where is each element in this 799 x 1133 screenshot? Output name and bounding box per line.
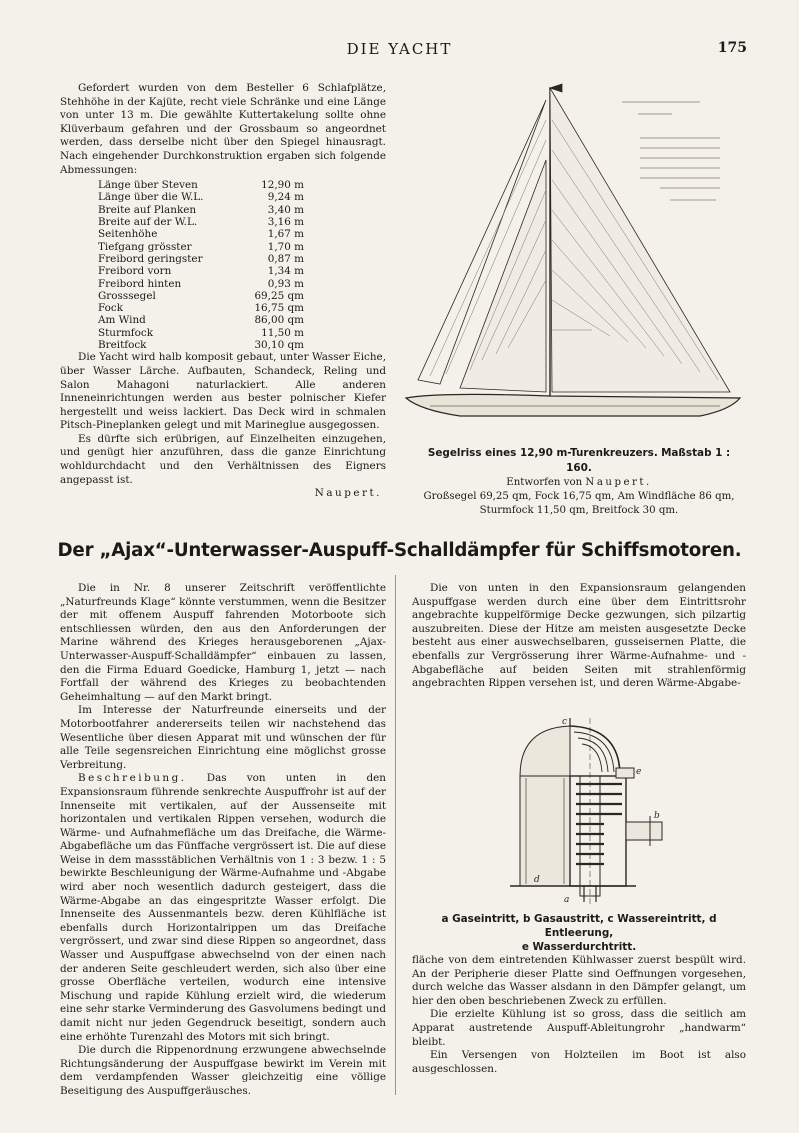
dimension-label: Länge über die W.L. — [98, 191, 204, 204]
dimension-label: Grosssegel — [98, 289, 156, 302]
diagram-label-b: b — [654, 811, 660, 821]
dimension-label: Freibord geringster — [98, 252, 203, 265]
dimension-label: Fock — [98, 302, 124, 315]
dimension-value: 0,87 m — [267, 252, 304, 265]
article1-signature: Naupert. — [314, 487, 382, 500]
dimension-value: 11,50 m — [261, 326, 304, 339]
sail-plan-caption-designer-prefix: Entworfen von — [506, 477, 583, 488]
article2-right-column-bottom — [412, 954, 746, 1076]
sail-plan-caption-areas-2: Sturmfock 11,50 qm, Breitfock 30 qm. — [479, 505, 679, 516]
dimension-row — [98, 314, 348, 326]
dimension-row — [98, 278, 348, 290]
article2-left-column — [60, 582, 386, 1099]
dimension-label: Länge über Steven — [98, 179, 198, 192]
sail-plan-caption-scale: Maßstab 1 : 160. — [566, 447, 731, 474]
article1-column — [60, 82, 386, 501]
dimension-label: Sturmfock — [98, 326, 154, 339]
article2-paragraph-1: Die in Nr. 8 unserer Zeitschrift veröffentlichte „Naturfreunds Klage“ könnte verstummen, wenn die Besitzer der mit offenem Auspuff fahrenden Motorboote sich entschliessen würden, den aus den Anforderungen der Marine während des Krieges herausgeborenen „Ajax-Unterwasser-Auspuff-Schalldämpfer“ einbauen zu lassen, den die Firma Eduard Goedicke, Hamburg 1, jetzt — nach Fortfall der während des Krieges zu beobachtenden Geheimhaltung — auf den Markt bringt. — [60, 582, 386, 703]
diagram-label-a: a — [564, 895, 570, 905]
dimension-label: Seitenhöhe — [98, 228, 158, 241]
diagram-label-c: c — [562, 717, 568, 727]
dimension-row — [98, 179, 348, 191]
sail-plan-caption-areas: Großsegel 69,25 qm, Fock 16,75 qm, Am Windfläche 86 qm, — [423, 491, 735, 502]
dimension-label: Breite auf der W.L. — [98, 216, 198, 229]
dimension-row — [98, 204, 348, 216]
article2-paragraph-8: Ein Versengen von Holzteilen im Boot ist also ausgeschlossen. — [412, 1049, 746, 1075]
dimension-row — [98, 302, 348, 314]
dimension-row — [98, 265, 348, 277]
dimension-row — [98, 191, 348, 203]
article2-paragraph-4: Die durch die Rippenordnung erzwungene abwechselnde Richtungsänderung der Auspuffgase bewirkt im Verein mit dem verdampfenden Wasser gleichzeitig eine völlige Beseitigung des Auspuffgeräusches. — [60, 1044, 386, 1097]
article2-paragraph-5: Die von unten in den Expansionsraum gelangenden Auspuffgase werden durch eine über dem Eintrittsrohr angebrachte kuppelförmige Decke gezwungen, sich pilzartig auszubreiten. Diese der Hitze am meisten ausgesetzte Decke besteht aus einer auswechselbaren, gusseisernen Platte, die ebenfalls zur Vergrösserung ihrer Wärme-Aufnahme- und -Abgabefläche auf beiden Seiten mit strahlenförmig angebrachten Rippen versehen ist, und deren Wärme-Abgabe- — [412, 582, 746, 690]
dimension-row — [98, 216, 348, 228]
dimension-value: 1,34 m — [267, 265, 304, 278]
diagram-label-d: d — [534, 875, 540, 885]
page-number: 175 — [717, 40, 747, 56]
dimension-row — [98, 228, 348, 240]
diagram-label-e: e — [636, 767, 642, 777]
article2-paragraph-2: Im Interesse der Naturfreunde einerseits und der Motorbootfahrer andererseits teilen wir nachstehend das Wesentliche über diesen Apparat mit und wünschen der für alle Teile segensreichen Einrichtung eine möglichst grosse Verbreitung. — [60, 704, 386, 771]
dimension-value: 30,10 qm — [254, 339, 304, 352]
dimension-row — [98, 339, 348, 351]
dimension-label: Breite auf Planken — [98, 203, 197, 216]
article2-paragraph-7: Die erzielte Kühlung ist so gross, dass die seitlich am Apparat austretende Auspuff-Ableitungrohr „handwarm“ bleibt. — [412, 1008, 746, 1048]
muffler-caption — [412, 912, 746, 954]
muffler-caption-line-1: a Gaseintritt, b Gasaustritt, c Wassereintritt, d Entleerung, — [441, 913, 717, 939]
article1-paragraph-3: Es dürfte sich erübrigen, auf Einzelheiten einzugehen, und genügt hier anzuführen, dass die ganze Einrichtung wohldurchdacht und den Verhältnissen des Eigners angepasst ist. — [60, 432, 386, 486]
dimension-value: 16,75 qm — [254, 302, 304, 315]
article1-intro: Gefordert wurden von dem Besteller 6 Schlafplätze, Stehhöhe in der Kajüte, recht viele Schränke und eine Länge von unter 13 m. Die gewählte Kuttertakelung sollte ohne Klüverbaum gefahren und der Grossbaum so angeordnet werden, dass derselbe nicht über den Spiegel hinausragt. Nach eingehender Durchkonstruktion ergaben sich folgende Abmessungen: — [60, 82, 386, 176]
running-header-title: DIE YACHT — [346, 40, 453, 58]
article2-headline: Der „Ajax“-Unterwasser-Auspuff-Schalldämpfer für Schiffsmotoren. — [57, 540, 742, 561]
article2-section-heading: Beschreibung. — [78, 772, 187, 785]
dimension-row — [98, 327, 348, 339]
dimension-row — [98, 290, 348, 302]
dimension-value: 69,25 qm — [254, 289, 304, 302]
dimension-value: 1,67 m — [267, 228, 304, 241]
sail-plan-caption-title: Segelriss eines 12,90 m-Turenkreuzers. — [427, 447, 658, 459]
dimension-value: 9,24 m — [267, 191, 304, 204]
article2-paragraph-3: Das von unten in den Expansionsraum führende senkrechte Auspuffrohr ist auf der Innenseite mit vertikalen, auf der Aussenseite mit horizontalen und vertikalen Rippen versehen, wodurch die Wärme- und Aufnahmefläche um das Dreifache, die Wärme-Abgabefläche um das Fünffache vergrössert ist. Die auf diese Weise in dem massstäblichen Verhältnis von 1 : 3 bezw. 1 : 5 bewirkte Beschleunigung der Wärme-Aufnahme und -Abgabe wird aber noch wesentlich dadurch gesteigert, dass die Wärme-Abgabe an das eingespritzte Wasser erfolgt. Die Innenseite des Aussenmantels bezw. deren Kühlfläche ist ebenfalls durch Horizontalrippen um das Dreifache vergrössert, und zwar sind diese Rippen so angeordnet, dass Wasser und Auspuffgase abwechselnd von der einen nach der anderen Seite geschleudert werden, sich also über eine grosse Oberfläche verteilen, wodurch eine intensive Mischung und rapide Kühlung erzielt wird, die wiederum eine sehr starke Verminderung des Gasvolumens bedingt und damit nicht nur jeden Gegendruck beseitigt, sondern auch eine erhöhte Turenzahl des Motors mit sich bringt. — [60, 772, 386, 1043]
article2-paragraph-6: fläche von dem eintretenden Kühlwasser zuerst bespült wird. An der Peripherie dieser Platte sind Oeffnungen vorgesehen, durch welche das Wasser alsdann in den Dämpfer gelangt, um hier den oben beschriebenen Zweck zu erfüllen. — [412, 954, 746, 1007]
dimension-label: Freibord hinten — [98, 277, 182, 290]
column-divider — [395, 575, 396, 1095]
article1-paragraph-2: Die Yacht wird halb komposit gebaut, unter Wasser Eiche, über Wasser Lärche. Aufbauten, Schandeck, Reling und Salon Mahagoni naturlackiert. Alle anderen Inneneinrichtungen werden aus bester polnischer Kiefer hergestellt und weiss lackiert. Das Deck wird in schmalen Pitsch-Pineplanken gelegt und mit Marineglue ausgegossen. — [60, 351, 386, 432]
dimension-value: 0,93 m — [267, 277, 304, 290]
muffler-caption-line-2: e Wasserdurchtritt. — [521, 941, 637, 953]
muffler-diagram — [500, 716, 680, 906]
dimension-row — [98, 253, 348, 265]
sail-plan-caption — [414, 446, 744, 518]
sail-plan-caption-designer: Naupert. — [585, 477, 652, 488]
article2-right-column-top — [412, 582, 746, 691]
dimension-value: 86,00 qm — [254, 314, 304, 327]
dimension-value: 1,70 m — [267, 240, 304, 253]
dimension-label: Tiefgang grösster — [98, 240, 192, 253]
dimension-label: Am Wind — [98, 314, 146, 327]
dimension-value: 3,40 m — [267, 203, 304, 216]
dimension-value: 3,16 m — [267, 216, 304, 229]
sail-plan-drawing — [400, 80, 748, 440]
dimension-label: Freibord vorn — [98, 265, 172, 278]
dimension-label: Breitfock — [98, 339, 147, 352]
dimensions-table — [98, 179, 348, 351]
dimension-row — [98, 241, 348, 253]
dimension-value: 12,90 m — [261, 179, 304, 192]
